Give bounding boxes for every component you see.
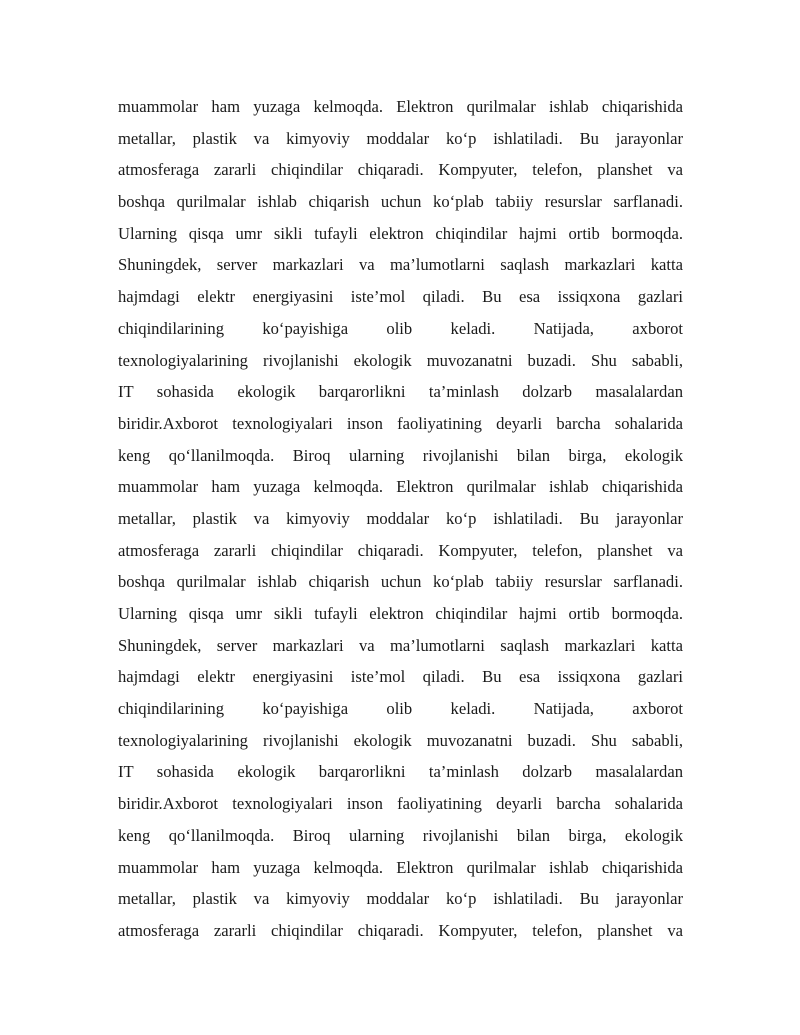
text-line: IT sohasida ekologik barqarorlikni ta’minlash dolzarb masalalardan [118,762,683,782]
text-line: boshqa qurilmalar ishlab chiqarish uchun ko‘plab tabiiy resurslar sarflanadi. [118,572,683,592]
text-line: biridir.Axborot texnologiyalari inson faoliyatining deyarli barcha sohalarida [118,794,683,814]
text-line: texnologiyalarining rivojlanishi ekologik muvozanatni buzadi. Shu sababli, [118,730,683,750]
text-line: Shuningdek, server markazlari va ma’lumotlarni saqlash markazlari katta [118,635,683,655]
text-line: metallar, plastik va kimyoviy moddalar ko‘p ishlatiladi. Bu jarayonlar [118,889,683,909]
text-line: Ularning qisqa umr sikli tufayli elektron chiqindilar hajmi ortib bormoqda. [118,604,683,623]
text-line: metallar, plastik va kimyoviy moddalar ko‘p ishlatiladi. Bu jarayonlar [118,128,683,148]
text-line: muammolar ham yuzaga kelmoqda. Elektron qurilmalar ishlab chiqarishida [118,477,683,497]
text-line: atmosferaga zararli chiqindilar chiqaradi. Kompyuter, telefon, planshet va [118,160,683,180]
text-line: Shuningdek, server markazlari va ma’lumotlarni saqlash markazlari katta [118,255,683,275]
text-line: biridir.Axborot texnologiyalari inson faoliyatining deyarli barcha sohalarida [118,413,683,433]
text-line: Ularning qisqa umr sikli tufayli elektron chiqindilar hajmi ortib bormoqda. [118,223,683,243]
text-line: muammolar ham yuzaga kelmoqda. Elektron qurilmalar ishlab chiqarishida [118,857,683,877]
text-line: chiqindilarining ko‘payishiga olib keladi. Natijada, axborot [118,699,683,719]
text-line: atmosferaga zararli chiqindilar chiqaradi. Kompyuter, telefon, planshet va [118,540,683,560]
text-line: metallar, plastik va kimyoviy moddalar ko‘p ishlatiladi. Bu jarayonlar [118,508,683,528]
text-line: boshqa qurilmalar ishlab chiqarish uchun ko‘plab tabiiy resurslar sarflanadi. [118,192,683,212]
body-paragraph [118,91,683,947]
text-line: texnologiyalarining rivojlanishi ekologik muvozanatni buzadi. Shu sababli, [118,350,683,370]
text-line: IT sohasida ekologik barqarorlikni ta’minlash dolzarb masalalardan [118,382,683,402]
text-line: muammolar ham yuzaga kelmoqda. Elektron qurilmalar ishlab chiqarishida [118,97,683,116]
text-line: hajmdagi elektr energiyasini iste’mol qiladi. Bu esa issiqxona gazlari [118,287,683,307]
text-line: keng qo‘llanilmoqda. Biroq ularning rivojlanishi bilan birga, ekologik [118,445,683,465]
text-line: atmosferaga zararli chiqindilar chiqaradi. Kompyuter, telefon, planshet va [118,920,683,940]
text-line: hajmdagi elektr energiyasini iste’mol qiladi. Bu esa issiqxona gazlari [118,667,683,687]
text-line: chiqindilarining ko‘payishiga olib keladi. Natijada, axborot [118,318,683,338]
text-line: keng qo‘llanilmoqda. Biroq ularning rivojlanishi bilan birga, ekologik [118,825,683,845]
